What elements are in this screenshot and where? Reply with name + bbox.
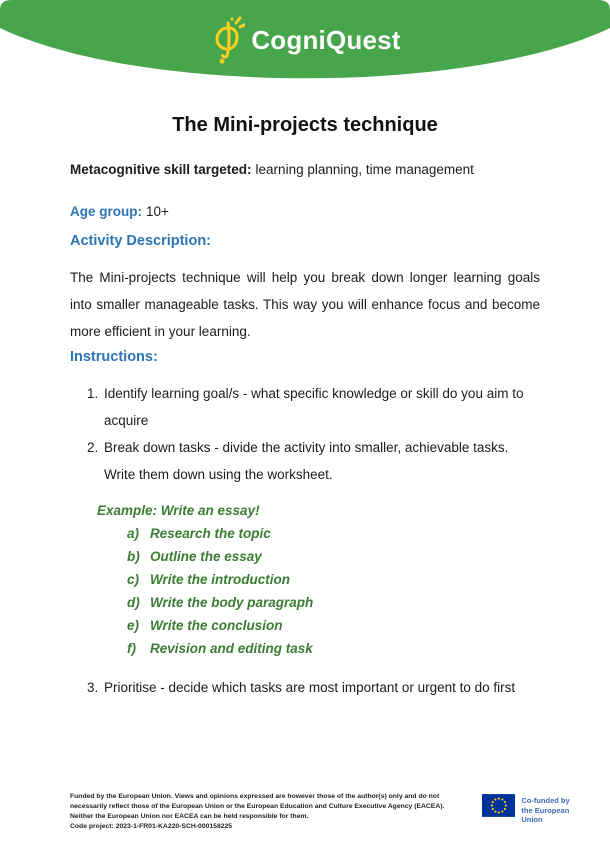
eu-funding-label-line1: Co-funded by [521,796,570,805]
activity-heading: Activity Description: [70,233,211,249]
footer [70,792,592,832]
example-block [70,499,540,660]
instruction-text: Break down tasks - divide the activity into smaller, achievable tasks. Write them down using the worksheet. [104,440,509,482]
project-code-line: Code project: 2023-1-FR01-KA220-SCH-000158225 [70,823,233,830]
example-item [127,545,540,568]
eu-funding-label-line2: the European Union [521,805,570,824]
example-text: Write the introduction [150,572,290,587]
example-item [127,637,540,660]
example-letter: d) [127,595,140,610]
example-text: Write the body paragraph [150,595,314,610]
brand-name: CogniQuest [251,24,401,55]
disclaimer-line: Neither the European Union nor EACEA can be held responsible for them. [70,813,309,820]
instruction-text: Prioritise - decide which tasks are most important or urgent to do first [104,680,516,695]
disclaimer-line: necessarily reflect those of the European Union or the European Education and Culture Executive Agency (EACEA). [70,803,445,810]
example-text: Revision and editing task [150,641,313,656]
example-text: Outline the essay [150,549,262,564]
funding-disclaimer [70,792,482,832]
eu-funding-logo [482,792,592,825]
example-letter: f) [127,641,136,656]
example-letter: e) [127,618,140,633]
age-label: Age group: [70,204,142,219]
skill-line [70,161,540,178]
instruction-text: Identify learning goal/s - what specific knowledge or skill do you aim to acquire [104,386,524,428]
content-area [0,111,610,701]
instructions-heading: Instructions: [70,349,158,365]
instruction-number: 3. [87,680,99,695]
eu-funding-label [521,794,592,825]
example-item [127,568,540,591]
instruction-number: 1. [87,386,99,401]
brand-logo [0,16,610,64]
disclaimer-line: Funded by the European Union. Views and opinions expressed are however those of the author(s) only and do not [70,793,440,800]
eu-flag-icon [482,794,516,817]
example-title: Example: Write an essay! [97,503,260,518]
header-banner [0,0,610,85]
age-value: 10+ [146,204,169,219]
age-line [70,203,540,220]
example-item [127,522,540,545]
instruction-item [70,434,540,488]
instructions-list [70,380,540,488]
instruction-number: 2. [87,440,99,455]
example-text: Research the topic [150,526,271,541]
example-text: Write the conclusion [150,618,283,633]
instruction-item [70,380,540,434]
instruction-item [70,674,540,701]
skill-label: Metacognitive skill targeted: [70,162,252,177]
skill-value: learning planning, time management [255,162,474,177]
activity-description: The Mini-projects technique will help you break down longer learning goals into smaller manageable tasks. This way you will enhance focus and become more efficient in your learning. [70,270,540,339]
example-item [127,591,540,614]
instructions-list-continued [70,674,540,701]
page-title: The Mini-projects technique [172,114,438,136]
example-letter: c) [127,572,140,587]
cogniquest-icon [209,16,245,64]
example-item [127,614,540,637]
example-letter: a) [127,526,140,541]
example-letter: b) [127,549,140,564]
